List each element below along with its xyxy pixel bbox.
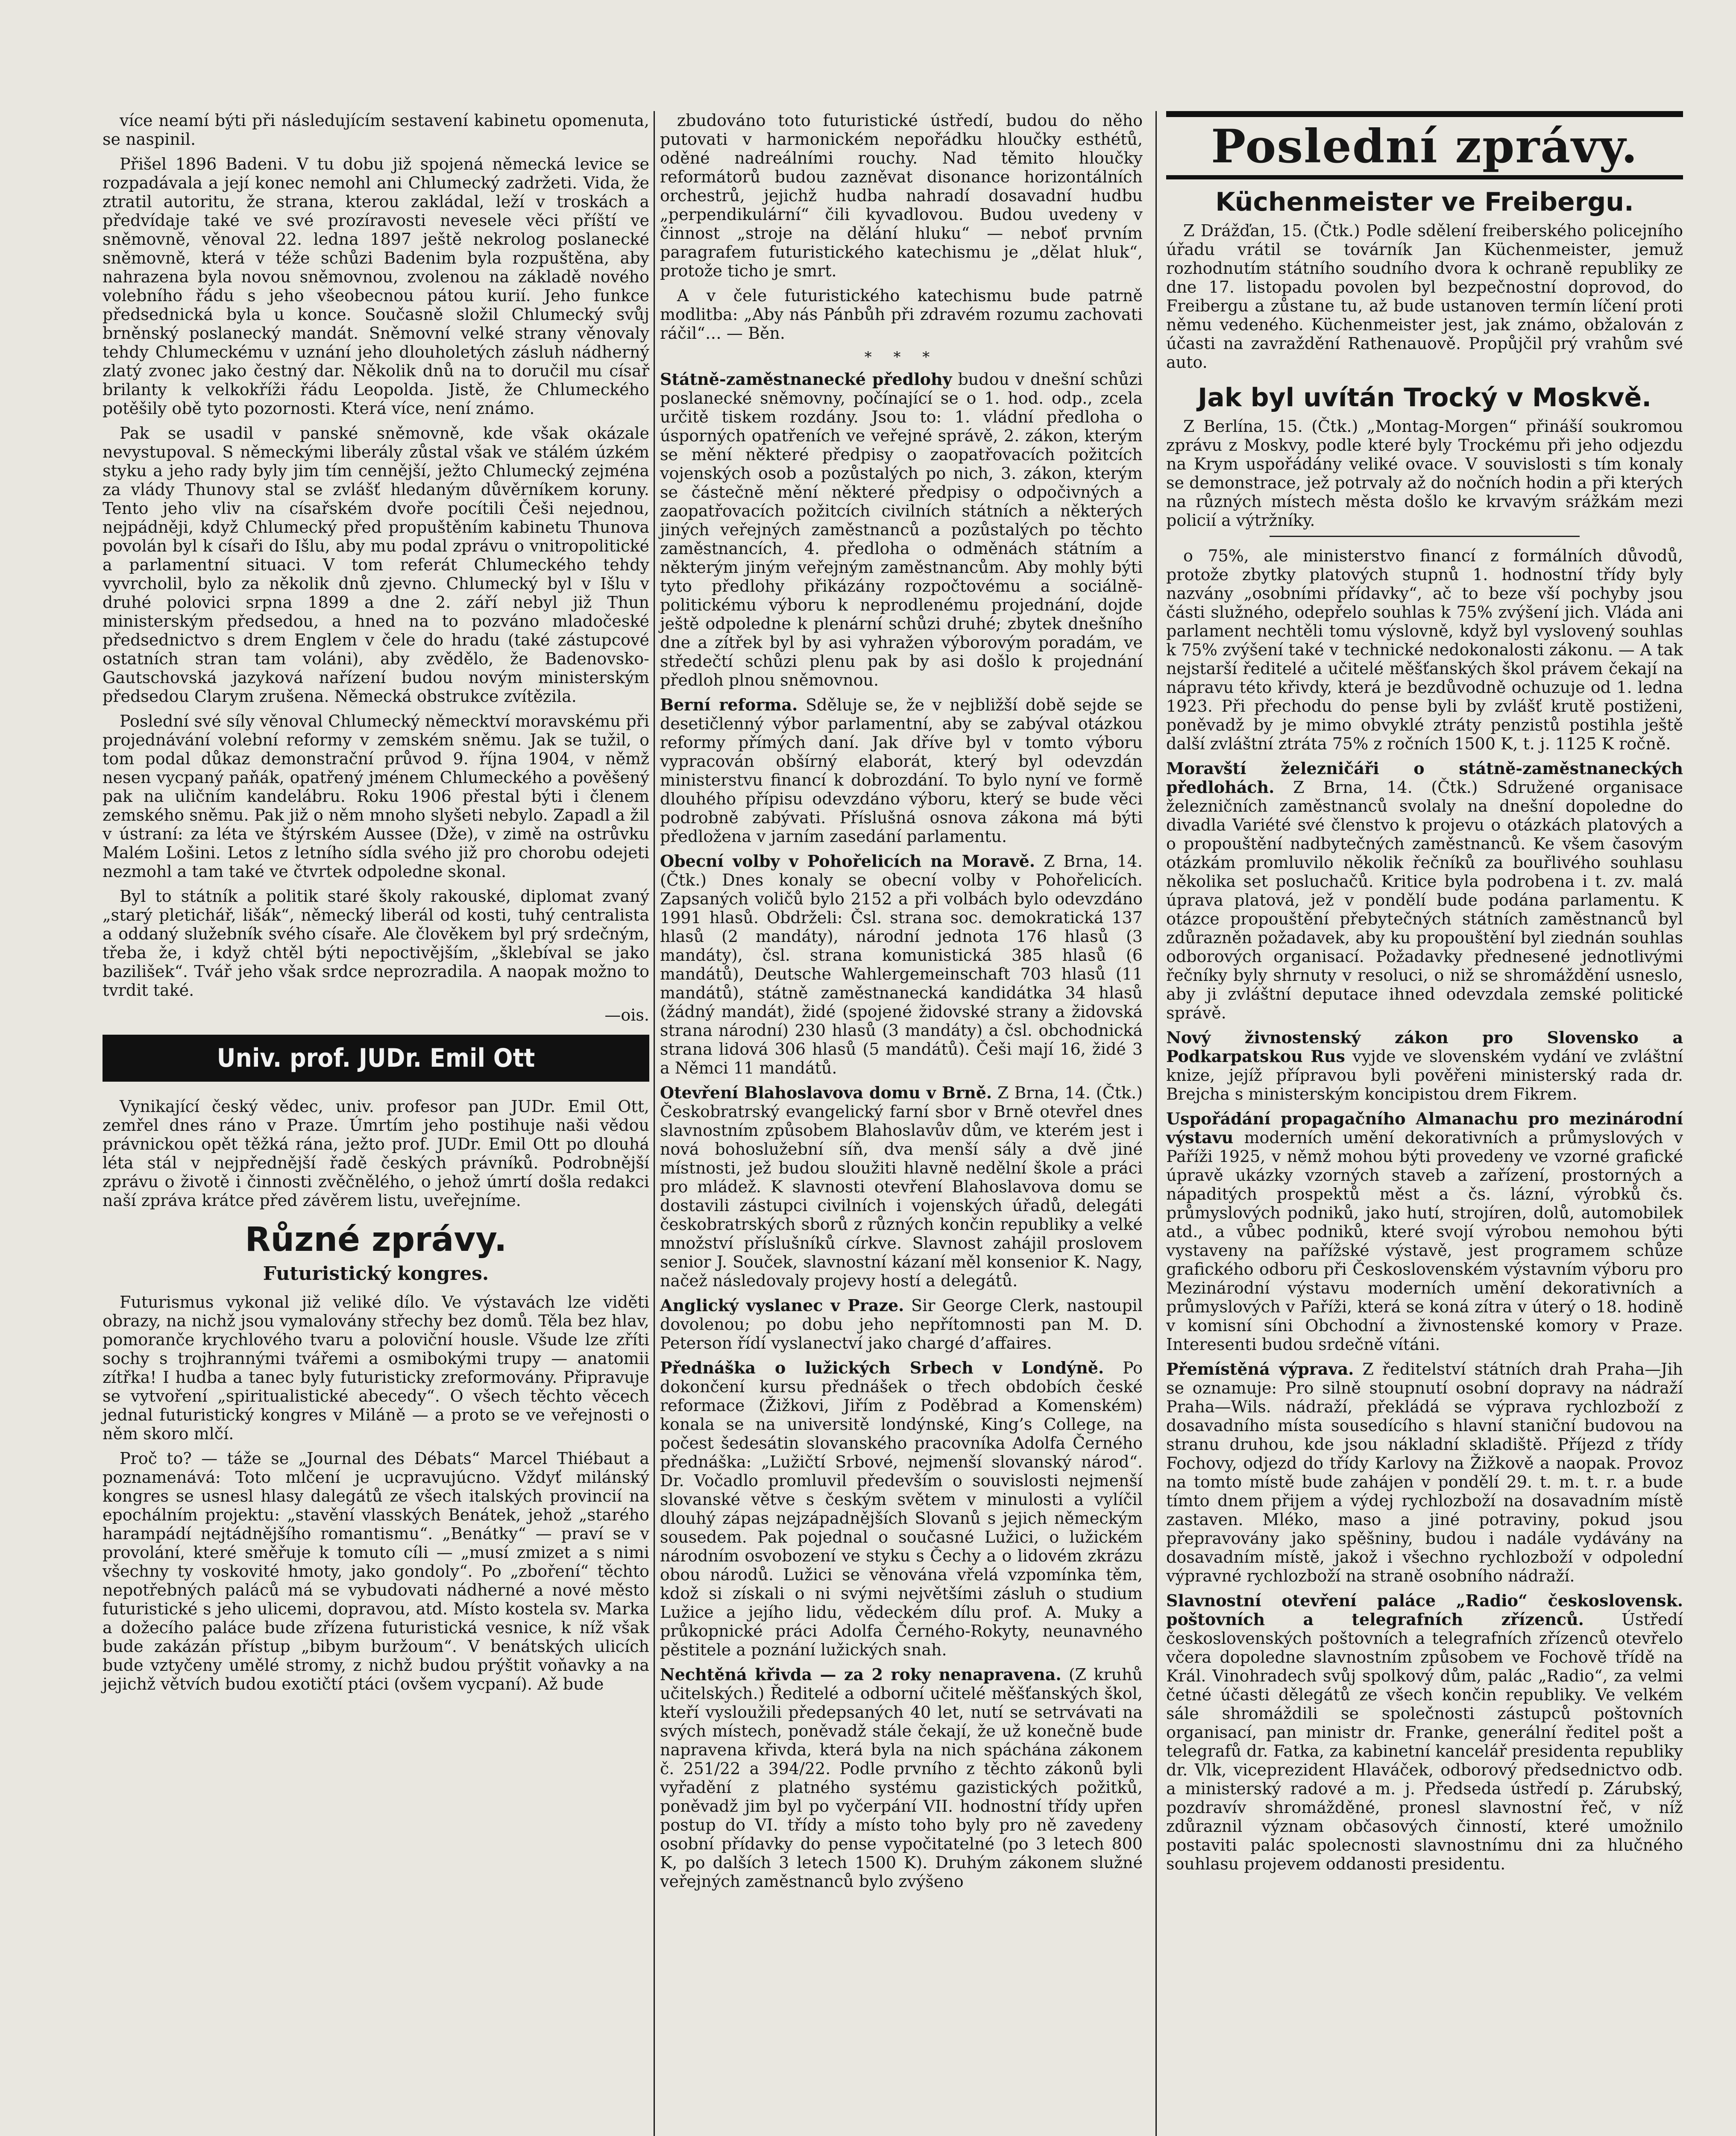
article-paragraph: zbudováno toto futuristické ústředí, budou do něho putovati v harmonickém nepořádku hloučky esthétů, oděné nadreálními rouchy. Nad těmito hloučky reformátorů budou zazněvat disonance horizontálních orchestrů, jejichž hudba nahradí dosavadní hudbu „perpendikulární“ čili kyvadlovou. Budou uvedeny v činnost „stroje na dělání hluku“ — neboť prvním paragrafem futuristického katechismu je „dělat hluk“, protože ticho je smrt. [660, 111, 1143, 280]
news-item [660, 1296, 1143, 1353]
news-item-text: vyjde ve slovenském vydání ve zvláštní knize, jejíž přípravou byli pověřeni ministerský rada dr. Brejcha s ministerským koncipistou drem Fikrem. [1166, 1047, 1683, 1103]
news-item-title: Státně-zaměstnanecké předlohy [660, 370, 952, 389]
article-paragraph: Futurismus vykonal již veliké dílo. Ve výstavách lze viděti obrazy, na nichž jsou vymalovány střechy bez domů. Těla bez hlav, pomoranče krychlového tvaru a poloviční housle. Všude lze zříti sochy s trojhrannými tvářemi a osmibokými trupy — anatomii zítřka! I hudba a tanec byly futuristicky zreformovány. Připravuje se vytvoření „spiritualistické abecedy“. O všech těchto věcech jednal futuristický kongres v Miláně — a proto se ve veřejnosti o něm skoro mlčí. [103, 1293, 649, 1443]
news-text: Z Berlína, 15. (Čtk.) „Montag-Morgen“ přináší soukromou zprávu z Moskvy, podle které byly Trockému při jeho odjezdu na Krym uspořádány veliké ovace. V souvislosti s tím konaly se demonstrace, jež potrvaly až do nočních hodin a při kterých na různých místech města došlo ke krvavým srážkám mezi policií a výtržníky. [1166, 417, 1683, 530]
article-paragraph: Přišel 1896 Badeni. V tu dobu již spojená německá levice se rozpadávala a její konec nemohl ani Chlumecký zadržeti. Vida, že ztratil autoritu, že strana, kterou zakládal, leží v troskách a předvídaje také ve své prozíravosti nevesele věci příští ve sněmovně, věnoval 22. ledna 1897 ještě nekrolog poslanecké sněmovně, která v téže schůzi Badenim byla rozpuštěna, aby nahrazena byla novou sněmovnou, zvolenou na základě nového volebního řádu s jeho všeobecnou pátou kurií. Jeho funkce předsednická byla u konce. Současně složil Chlumecký svůj brněnský poslanecký mandát. Sněmovní velké strany věnovaly tehdy Chlumeckému v uznání jeho dlouholetých zásluh nádherný zlatý zvonec jako čestný dar. Několik dnů na to doručil mu císař brilanty k velkokříži řádu Leopolda. Jistě, že Chlumeckého potěšily obě tyto pozornosti. Která více, není známo. [103, 155, 649, 418]
news-item [1166, 1360, 1683, 1585]
news-item [660, 1665, 1143, 1891]
article-signature: —ois. [604, 1006, 649, 1024]
news-item [1166, 1109, 1683, 1354]
news-item-title: Nechtěná křivda — za 2 roky nenapravena. [660, 1665, 1062, 1684]
article-paragraph: více neamí býti při následujícím sestavení kabinetu opomenuta, se naspinil. [103, 111, 649, 149]
obituary-text: Vynikající český vědec, univ. profesor pan JUDr. Emil Ott, zemřel dnes ráno v Praze. Úmrtím jeho postihuje naši vědou právnickou opět těžká rána, ježto prof. JUDr. Emil Ott po dlouhá léta stál v nejpřednější řadě českých právníků. Podrobnější zprávu o životě i činnosti zvěčnělého, o jehož úmrtí došla redakci naší zpráva krátce před závěrem listu, uveřejníme. [103, 1097, 649, 1210]
news-item [660, 370, 1143, 690]
news-item-title: Nový živnostenský zákon pro Slovensko a Podkarpatskou Rus [1166, 1028, 1683, 1066]
news-item-title: Přednáška o lužických Srbech v Londýně. [660, 1358, 1104, 1377]
column-right [1166, 111, 1683, 1879]
news-item-text: Z Brna, 14. (Čtk.) Sdružené organisace železničních zaměstnanců svolaly na dnešní dopoledne do divadla Variété své členstvo k projevu o otázkách platových a o propouštění nadbytečných zaměstnanců. Ke všem časovým otázkám promluvilo několik řečníků za bouřlivého souhlasu několika set posluchačů. Kritice byla podrobena i t. zv. malá úprava platová, jež v pondělí bude podána parlamentu. K otázce propouštění přebytečných státních zaměstnanců byl zdůrazněn požadavek, aby ku propouštění byl ziednán souhlas odborových organisací. Požadavky přednesené jednotlivými řečníky byly shrnuty v resoluci, o niž se shromáždění usneslo, aby ji zvláštní deputace ihned odevzdala zemské politické správě. [1166, 778, 1683, 1022]
divider [1270, 536, 1580, 537]
article-paragraph: Byl to státník a politik staré školy rakouské, diplomat zvaný „starý pletichář, lišák“, německý liberál od kosti, tuhý centralista a oddaný služebník svého císaře. Ale člověkem byl prý srdečným, třeba že, i když chtěl býti nepoctivějším, „šklebíval se jako bazilišek“. Tvář jeho však srdce neprozradila. A naopak možno to tvrdit také. [103, 887, 649, 1000]
news-item-text: Z Brna, 14. (Čtk.) Českobratrský evangelický farní sbor v Brně otevřel dnes slavnostním způsobem Blahoslavův dům, ve kterém jest i nová bohoslužební síň, dva menší sály a dvě jiné místnosti, jež budou sloužiti hlavně nedělní škole a práci pro mládež. K slavnosti otevření Blahoslavova domu se dostavili zástupci civilních i vojenských úřadů, delegáti českobratrských sborů z různých končin republiky a velké množství příslušníků církve. Slavnost zahájil proslovem senior J. Souček, slavnostní kázaní měl konsenior K. Nagy, načež následovaly projevy hostí a delegátů. [660, 1083, 1143, 1290]
article-paragraph: o 75%, ale ministerstvo financí z formálních důvodů, protože zbytky platových stupnů 1. hodnostní třídy byly nazvány „osobními přídavky“, ač to beze vší pochyby jsou části služného, odepřelo souhlas k 75% zvýšení jich. Vláda ani parlament nechtěli tomu výslovně, když byl vyslovený souhlas k 75% zvýšení také v technické nedokonalosti zákonu. — A tak nejstarší ředitelé a učitelé měšťanských škol právem čekají na nápravu této křivdy, která je bezdůvodně ochuzuje od 1. ledna 1923. Při přechodu do pense byli by zvlášť krutě postiženi, poněvadž by je mimo obvyklé ztráty penzistů postihla ještě další zvláštní ztráta 75% z ročních 1500 K, t. j. 1125 K ročně. [1166, 546, 1683, 753]
news-item-title: Slavnostní otevření paláce „Radio“ československ. poštovních a telegrafních zřízenců. [1166, 1591, 1683, 1629]
news-item-text: budou v dnešní schůzi poslanecké sněmovny, počínající se o 1. hod. odp., zcela určitě tiskem rozdány. Jsou to: 1. vládní předloha o úsporných opatřeních ve veřejné správě, 2. zákon, kterým se mění některé předpisy o zaopatřovacích požitcích vojenských osob a pozůstalých po nich, 3. zákon, kterým se částečně mění některé předpisy o odpočivných a zaopatřovacích požitcích civilních státních a některých jiných veřejných zaměstnanců a pozůstalých po těchto zaměstnancích, 4. předloha o odměnách státním a některým jiným veřejným zaměstnancům. Aby mohly býti tyto předlohy přikázány rozpočtovému a sociálně-politickému výboru k neprodlenému projednání, dojde ještě odpoledne k plenární schůzi druhé; zbytek dnešního dne a zítřek byl by asi vyhražen výborovým poradám, ve středečtí schůzi plenu pak by asi došlo k projednání předloh plnou sněmovnou. [660, 370, 1143, 690]
news-headline: Jak byl uvítán Trocký v Moskvě. [1197, 383, 1652, 413]
news-item-title: Uspořádání propagačního Almanachu pro mezinárodní výstavu [1166, 1109, 1683, 1147]
news-item-title: Moravští železničáři o státně-zaměstnaneckých předlohách. [1166, 759, 1683, 797]
article-paragraph: Pak se usadil v panské sněmovně, kde však okázale nevystupoval. S německými liberály zůstal však ve stálém úzkém styku a jeho rady byly jim tím cennější, ježto Chlumecký zejména za vlády Thunovy stal se zvlášť hledaným důvěrníkem koruny. Tento jeho vliv na císařském dvoře pocítili Češi nejednou, nejpádněji, když Chlumecký před propuštěním kabinetu Thunova povolán byl k císaři do Išlu, aby mu podal zprávu o vnitropolitické a parlamentní situaci. V tom referát Chlumeckého tehdy vyvrcholil, bylo za několik dnů zjevno. Chlumecký byl v Išlu v druhé polovici srpna 1899 a dne 2. září nebyl již Thun ministerským předsedou, a hned na to pozváno mladočeské předsednictvo s drem Englem v čele do hradu (také zástupcové ostatních stran tam voláni), aby zvědělo, že Badenovsko-Gautschovská jazyková nařízení budou novým ministerským předsedou Clarym zrušena. Německá obstrukce zvítězila. [103, 424, 649, 706]
news-item-text: (Z kruhů učitelských.) Ředitelé a odborní učitelé měšťanských škol, kteří vysloužili předepsaných 40 let, nutí se setrvávati na svých místech, poněvadž stále čekají, že už konečně bude napravena křivda, která byla na nich spáchána zákonem č. 251/22 a 394/22. Podle prvního z těchto zákonů byli vyřadění z platného systému gazistických požitků, poněvadž jim byl po vyčerpání VII. hodnostní třídy upřen postup do VI. třídy a místo toho byly pro ně zavedeny osobní přídavky do pense vypočitatelné (po 3 letech 800 K, po dalších 3 letech 1500 K). Druhým zákonem služné veřejných zaměstnanců bylo zvýšeno [660, 1665, 1143, 1891]
banner-rule [1166, 111, 1683, 117]
news-item-text: Z Brna, 14. (Čtk.) Dnes konaly se obecní volby v Pohořelicích. Zapsaných voličů bylo 2152 a při volbách bylo odevzdáno 1991 hlasů. Obdrželi: Čsl. strana soc. demokratická 137 hlasů (2 mandáty), národní jednota 176 hlasů (3 mandáty), čsl. strana komunistická 385 hlasů (6 mandátů), Deutsche Wahlergemeinschaft 703 hlasů (11 mandátů), státně zaměstnanecká kandidátka 34 hlasů (žádný mandát), židé (spojené židovské strany a židovská strana národní) 230 hlasů (3 mandáty) a čsl. obchodnická strana lidová 306 hlasů (5 mandátů). Češi mají 16, židé 3 a Němci 11 mandátů. [660, 852, 1143, 1077]
column-rule [654, 111, 655, 2136]
news-item-title: Otevření Blahoslavova domu v Brně. [660, 1083, 992, 1102]
article-paragraph: Poslední své síly věnoval Chlumecký německtví moravskému při projednávání volební reformy v zemském sněmu. Jak se tužil, o tom podal důkaz demonstrační průvod 9. října 1904, v němž nesen vycpaný paňák, opatřený jménem Chlumeckého a pověšený pak na uličním kandelábru. Roku 1906 přestal býti i členem zemského sněmu. Pak již o něm mnoho slyšeti nebylo. Zapadl a žil v ústraní: za léta ve štýrském Aussee (Dže), v zimě na ostrůvku Malém Lošini. Letos z letního sídla svého již pro chorobu odejeti nezmohl a tam také ve čtvrtek odpoledne skonal. [103, 712, 649, 881]
news-item-text: moderních umění dekorativních a průmyslových v Paříži 1925, v němž mohou býti provedeny ve vzorné grafické úpravě ukázky vzorných staveb a zařízení, prostorných a nápaditých prospektů měst a čs. lázní, výrobků čs. průmyslových podniků, jako hutí, strojíren, dolů, automobilek atd., a vůbec podniků, které svojí výrobou nemohou býti vystaveny na pařížské výstavě, jest programem schůze grafického odboru při Československém výstavním výboru pro Mezinárodní výstavu moderních umění dekorativních a průmyslových v Paříži, která se koná zítra v úterý o 18. hodině v komisní síni Obchodní a živnostenské komory v Praze. Interesenti budou srdečně vítáni. [1166, 1128, 1683, 1354]
news-item [660, 1083, 1143, 1290]
section-heading: Různé zprávy. [245, 1221, 507, 1259]
news-item-text: Sir George Clerk, nastoupil dovolenou; po dobu jeho nepřítomnosti pan M. D. Peterson řídí vyslanectví jako chargé d’affaires. [660, 1296, 1143, 1353]
news-item-text: Sděluje se, že v nejbližší době sejde se desetičlenný výbor parlamentní, aby se zabýval otázkou reformy přímých daní. Jak dříve byl v tomto výboru vypracován obšírný elaborát, který byl odevzdán ministerstvu financí k dobrozdání. To bylo nyní ve formě dlouhého přípisu odevzdáno výboru, který se bude věci podrobně zabývati. Příslušná osnova zákona má býti předložena v jarním zasedání parlamentu. [660, 695, 1143, 846]
news-item-title: Anglický vyslanec v Praze. [660, 1296, 904, 1315]
obituary-heading-box: Univ. prof. JUDr. Emil Ott [103, 1035, 649, 1082]
latest-news-banner: Poslední zprávy. [1166, 121, 1683, 179]
news-item [1166, 759, 1683, 1022]
news-item-title: Obecní volby v Pohořelicích na Moravě. [660, 851, 1035, 871]
news-item-text: Ústředí československých poštovních a telegrafních zřízenců otevřelo včera dopoledne slavnostním způsobem ve Fochově třídě na Král. Vinohradech svůj spolkový dům, palác „Radio“, za velmi četné účasti dělegátů ze všech končin republiky. Ve velkém sále shromáždili se společnosti zástupců poštovních organisací, pan ministr dr. Franke, generální ředitel pošt a telegrafů dr. Fatka, za kabinetní kancelář presidenta republiky dr. Vlk, viceprezident Hlaváček, odborový předsednictvo odb. a ministerský radové a m. j. Předseda ústředí p. Zárubský, pozdravív shromážděné, pronesl slavnostní řeč, v níž zdůraznil význam občasových činností, které umožnilo postaviti palác spolecnosti slavnostnímu dni za hlučného souhlasu projevem oddanosti presidentu. [1166, 1610, 1683, 1873]
news-text: Z Drážďan, 15. (Čtk.) Podle sdělení freiberského policejního úřadu vrátil se továrník Jan Küchenmeister, jemuž rozhodnutím státního soudního dvora k ochraně republiky ze dne 17. listopadu povolen byl bezpečnostní doprovod, do Freibergu a zůstane tu, až bude ustanoven termín líčení proti němu vedeného. Küchenmeister jest, jak známo, obžalován z účasti na zavraždění Rathenauově. Propůjčil prý vrahům své auto. [1166, 221, 1683, 372]
separator-dots: * * * [864, 349, 938, 366]
news-item [660, 1358, 1143, 1659]
news-item [660, 852, 1143, 1077]
news-item-text: Po dokončení kursu přednášek o třech obdobích české reformace (Žižkovi, Jiřím z Poděbrad a Komenském) konala se na universitě londýnské, King’s College, na počest šedesátin slovanského pracovníka Adolfa Černého přednáška: „Lužičtí Srbové, nejmenší slovanský národ“. Dr. Vočadlo promluvil především o souvislosti nejmenší slovanské větve s českým světem v minulosti a vylíčil dlouhý zápas nejzápadnějších Slovanů s jejich německým sousedem. Pak pojednal o současné Lužici, o lužickém národním osvobození ve styku s Čechy a o lidovém zkrázu obou národů. Lužici se věnována vřelá vzpomínka těm, kdož si získali o ni svými největšími zásluh o studium Lužice a jejího lidu, vědeckém dílu prof. A. Muky a průkopnické práci Adolfa Černého-Rokyty, neunavného pěstitele a poznání lužických snah. [660, 1358, 1143, 1659]
news-item-text: Z ředitelství státních drah Praha—Jih se oznamuje: Pro silně stoupnutí osobní dopravy na nádraží Praha—Wils. nádraží, překládá se výprava rychlozboží z dosavadního místa sousedícího s hlavní staniční budovou na stranu druhou, kde jsou nákladní skladiště. Příjezd z třídy Fochovy, odjezd do třídy Karlovy na Žižkově a naopak. Provoz na tomto místě bude zahájen v pondělí 29. t. m. t. r. a bude tímto dnem přijem a výdej rychlozboží na dosavadním místě zastaven. Mléko, maso a jiné potraviny, pokud jsou přepravovány jako spěšniny, budou i nadále vydávány na dosavadním místě, jakož i všechno rychlozboží v odpolední výpravné rychlozboží na straně osobního nádraží. [1166, 1360, 1683, 1585]
column-rule [1155, 111, 1157, 2136]
news-headline: Küchenmeister ve Freibergu. [1215, 187, 1634, 217]
news-item-title: Berní reforma. [660, 695, 798, 714]
article-paragraph: Proč to? — táže se „Journal des Débats“ Marcel Thiébaut a poznamenává: Toto mlčení je ucpravujúcno. Vždyť milánský kongres se usnesl hlasy dalegátů ze všech italských provincií na epochálním projektu: „stavění vlasských Benátek, jehož „starého harampádí nejtádnějšího romantismu“. „Benátky“ — praví se v provolání, které směřuje k tomuto cíli — „musí zmizet a s nimi všechny ty voskovité hmoty, jako gondoly“. Po „zboření“ těchto nepotřebných paláců má se vybudovati nádherné a nové město futuristické s jeho ulicemi, dopravou, atd. Místo kostela sv. Marka a dožecího paláce bude zřízena futuristická vesnice, k níž však bude zakázán přístup „bibym buržoum“. V benátských ulicích bude vztyčeny umělé stromy, z nichž budou prýštit voňavky a na jejichž větvích budou exotičtí ptáci (ovšem vycpaní). Až bude [103, 1449, 649, 1693]
article-paragraph: A v čele futuristického katechismu bude patrně modlitba: „Aby nás Pánbůh při zdravém rozumu zachovati ráčil“… — Běn. [660, 286, 1143, 343]
newspaper-page [47, 111, 1683, 2136]
article-subheading: Futuristický kongres. [263, 1263, 489, 1285]
news-item [660, 695, 1143, 846]
news-item-title: Přemístěná výprava. [1166, 1359, 1354, 1379]
column-middle [660, 111, 1143, 1897]
column-left [103, 111, 649, 1699]
news-item [1166, 1028, 1683, 1103]
news-item [1166, 1591, 1683, 1873]
